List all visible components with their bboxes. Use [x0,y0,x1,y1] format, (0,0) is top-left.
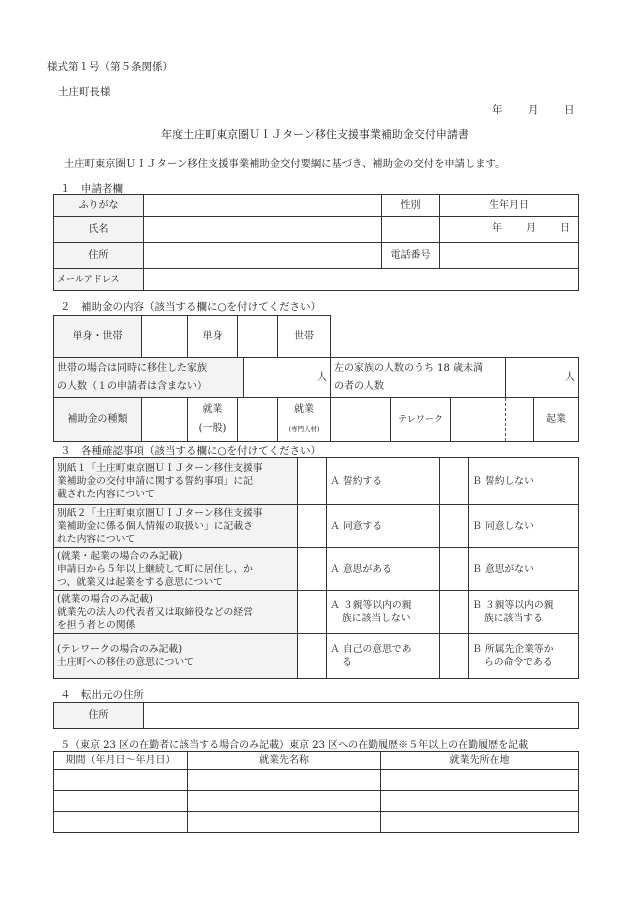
confirmation-5-option-a[interactable] [327,634,440,679]
employment-pro-line2: (専門人材) [288,425,320,433]
location-column-header: 就業先所在地 [381,752,579,770]
confirmation-item-2-line3: れた内容について [57,533,136,545]
startup-spacer-cell [506,398,534,442]
startup-option[interactable]: 起業 [534,398,579,442]
section3-heading: ３ 各種確認事項（該当する欄に○を付けてください） [60,445,322,457]
name-field[interactable] [144,217,382,243]
confirmation-item-5-line1: (テレワークの場合のみ記載) [57,644,183,655]
family-count-table [53,357,579,398]
confirmation-item-2-line2: 業補助金に係る個人情報の取扱い」に記載さ [57,520,253,532]
confirmation-item-3 [54,548,298,591]
confirmation-3-option-a-text: Ａ 意思がある [330,563,392,575]
minors-count-note [331,358,506,398]
gender-label: 性別 [382,195,440,217]
date-year-label: 年 [492,104,503,116]
email-field[interactable] [144,269,579,291]
telework-option[interactable]: テレワーク [391,398,451,442]
confirmation-1-b-check-cell[interactable] [440,458,469,505]
confirmation-5-b-check-cell[interactable] [440,634,469,679]
confirmation-3-option-a[interactable] [327,548,440,591]
household-type-label: 単身・世帯 [54,316,142,358]
confirmation-item-3-line2: 申請日から５年以上継続して町に居住し、か [57,563,253,575]
employment-pro-line1: 就業 [294,404,314,415]
family-count-unit: 人 [317,371,327,383]
confirmation-item-4-line1: (就業の場合のみ記載) [57,593,153,605]
period-column-header: 期間（年月日～年月日） [54,752,188,770]
confirmation-4-option-b-line1: Ｂ ３親等以内の親 [472,600,554,611]
address-label: 住所 [54,243,144,269]
confirmation-4-option-b[interactable] [469,591,579,634]
history-row-2-location[interactable] [381,791,579,812]
employment-general-line1: 就業 [202,404,223,415]
confirmation-2-option-a-text: Ａ 同意する [330,520,383,532]
confirmation-4-option-a[interactable] [327,591,440,634]
document-title: 年度土庄町東京圏ＵＩＪターン移住支援事業補助金交付申請書 [161,128,469,141]
confirmation-3-option-b[interactable] [469,548,579,591]
confirmation-1-a-check-cell[interactable] [298,458,327,505]
confirmation-item-4-line3: を担う者との関係 [57,619,136,631]
birth-year-label: 年 [492,223,502,234]
confirmation-item-3-line3: つ、就業又は起業をする意思について [57,576,223,588]
employment-general-line2: (一般) [198,423,227,434]
subsidy-type-table [53,397,579,442]
previous-address-label: 住所 [54,703,144,729]
family-option[interactable]: 世帯 [278,316,331,358]
single-option[interactable]: 単身 [188,316,238,358]
confirmation-item-1-line3: 載された内容について [57,488,155,500]
confirmation-2-a-check-cell[interactable] [298,505,327,548]
phone-field[interactable] [440,243,579,269]
confirmation-5-option-a-line1: Ａ 自己の意思であ [330,644,412,655]
section2-heading: ２ 補助金の内容（該当する欄に○を付けてください） [60,301,322,313]
form-number: 様式第１号（第５条関係） [47,61,173,73]
employment-history-table [53,751,579,833]
employment-pro-option[interactable] [278,398,331,442]
confirmation-5-option-b-line2: らの命令である [484,657,553,668]
employment-general-check-cell[interactable] [142,398,188,442]
confirmation-5-a-check-cell[interactable] [298,634,327,679]
employer-column-header: 就業先名称 [188,752,381,770]
minors-count-field[interactable] [506,358,579,398]
family-count-note [54,358,244,398]
intro-text: 土庄町東京圏ＵＩＪターン移住支援事業補助金交付要綱に基づき、補助金の交付を申請します。 [64,158,506,170]
family-count-note-line1: 世帯の場合は同時に移住した家族 [57,362,207,374]
minors-count-note-line1: 左の家族の人数のうち 18 歳未満 [334,362,484,374]
confirmation-item-3-line1: (就業・起業の場合のみ記載) [57,550,183,562]
minors-count-unit: 人 [565,371,575,383]
confirmation-1-option-a[interactable] [327,458,440,505]
confirmation-item-1-line2: 業補助金の交付申請に関する誓約事項」に記 [57,475,253,487]
confirmation-5-option-b-line1: Ｂ 所属先企業等か [472,644,554,655]
confirmation-item-2-line1: 別紙２「土庄町東京圏ＵＩＪターン移住支援事 [57,507,263,519]
confirmation-1-option-b[interactable] [469,458,579,505]
confirmation-1-option-a-text: Ａ 誓約する [330,475,383,487]
furigana-field[interactable] [144,195,382,217]
confirmation-2-option-b-text: Ｂ 同意しない [472,520,534,532]
date-day-label: 日 [564,104,575,116]
confirmation-item-4-line2: 就業先の法人の代表者又は取締役などの経営 [57,606,253,618]
confirmation-3-option-b-text: Ｂ 意思がない [472,563,534,575]
confirmation-4-b-check-cell[interactable] [440,591,469,634]
birth-day-label: 日 [560,223,570,234]
furigana-label: ふりがな [54,195,144,217]
address-field[interactable] [144,243,382,269]
single-check-cell[interactable] [142,316,188,358]
history-row-3-employer[interactable] [188,812,381,833]
confirmation-item-1 [54,458,298,505]
history-row-3-location[interactable] [381,812,579,833]
history-row-2-employer[interactable] [188,791,381,812]
confirmation-item-2 [54,505,298,548]
previous-address-field[interactable] [144,703,579,729]
confirmation-item-1-line1: 別紙１「土庄町東京圏ＵＩＪターン移住支援事 [57,462,263,474]
applicant-table [53,194,579,291]
history-row-3-period[interactable] [54,812,188,833]
household-type-table [53,315,331,358]
confirmation-4-option-b-line2: 族に該当する [484,613,543,624]
confirmation-item-5 [54,634,298,679]
section1-heading: １ 申請者欄 [60,183,123,195]
previous-address-table [53,702,579,729]
history-row-1-location[interactable] [381,770,579,791]
startup-check-cell[interactable] [451,398,506,442]
confirmation-4-option-a-line1: Ａ ３親等以内の親 [330,600,412,611]
confirmation-5-option-b[interactable] [469,634,579,679]
history-row-1-period[interactable] [54,770,188,791]
confirmation-table [53,457,579,679]
subsidy-type-label: 補助金の種類 [54,398,142,442]
gender-field[interactable] [382,217,440,243]
employment-general-option[interactable] [188,398,238,442]
section4-heading: ４ 転出元の住所 [60,689,144,701]
confirmation-1-option-b-text: Ｂ 誓約しない [472,475,534,487]
birthdate-field[interactable] [440,217,579,243]
confirmation-2-option-b[interactable] [469,505,579,548]
confirmation-3-b-check-cell[interactable] [440,548,469,591]
minors-count-note-line2: の者の人数 [334,380,384,392]
history-row-1-employer[interactable] [188,770,381,791]
confirmation-2-option-a[interactable] [327,505,440,548]
birth-month-label: 月 [526,223,536,234]
family-count-field[interactable] [244,358,331,398]
telework-check-cell[interactable] [331,398,391,442]
confirmation-item-4 [54,591,298,634]
confirmation-2-b-check-cell[interactable] [440,505,469,548]
name-label: 氏名 [54,217,144,243]
family-count-note-line2: の人数（１の申請者は含まない） [57,380,207,392]
confirmation-item-5-line2: 土庄町への移住の意思について [57,657,194,668]
confirmation-3-a-check-cell[interactable] [298,548,327,591]
confirmation-4-option-a-line2: 族に該当しない [342,613,411,624]
email-label: メールアドレス [54,269,144,291]
history-row-2-period[interactable] [54,791,188,812]
family-check-cell[interactable] [238,316,278,358]
birthdate-label: 生年月日 [440,195,579,217]
phone-label: 電話番号 [382,243,440,269]
section5-heading: ５（東京 23 区の在勤者に該当する場合のみ記載）東京 23 区への在勤履歴※５年以上の在勤履歴を記載 [60,740,529,751]
employment-pro-check-cell[interactable] [238,398,278,442]
confirmation-4-a-check-cell[interactable] [298,591,327,634]
date-month-label: 月 [528,104,539,116]
confirmation-5-option-a-line2: る [342,657,352,668]
addressee: 土庄町長様 [58,86,111,98]
